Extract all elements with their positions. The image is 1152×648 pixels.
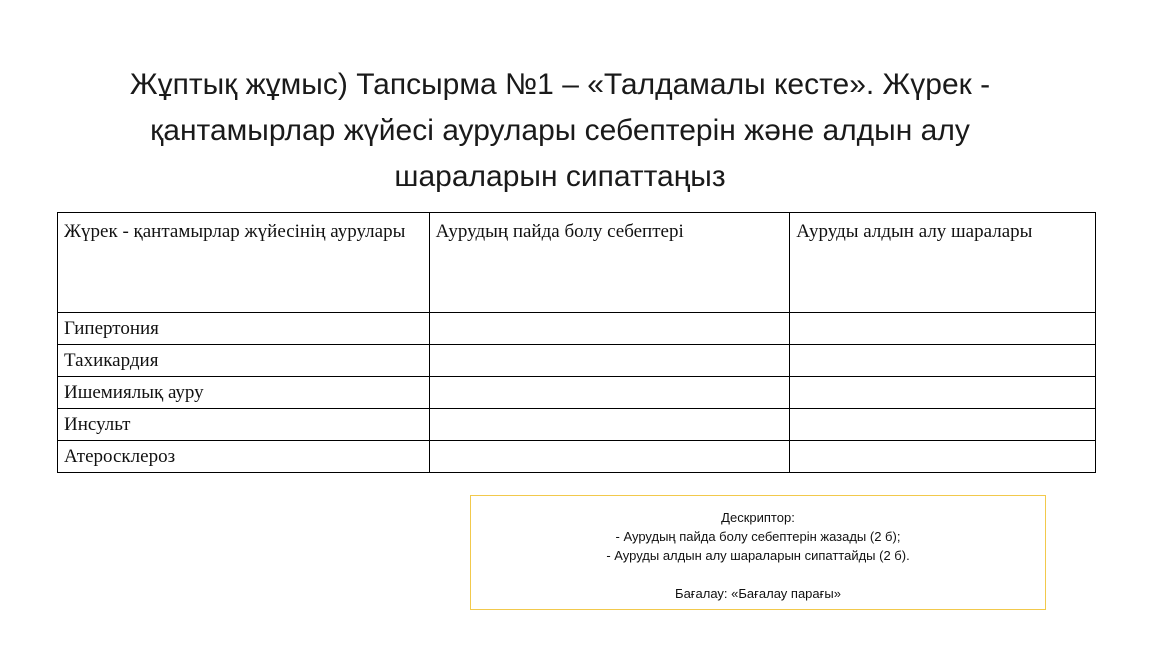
header-prevention: Ауруды алдын алу шаралары (790, 213, 1096, 313)
disease-cell: Ишемиялық ауру (58, 377, 430, 409)
prevention-cell[interactable] (790, 345, 1096, 377)
disease-cell: Атеросклероз (58, 441, 430, 473)
assessment-text: Бағалау: «Бағалау парағы» (675, 586, 841, 601)
slide-title (60, 62, 1060, 200)
causes-cell[interactable] (429, 409, 790, 441)
table-row (58, 345, 1096, 377)
descriptor-box (470, 495, 1046, 610)
title-line-2: қантамырлар жүйесі аурулары себептерін және алдын алу (150, 114, 970, 147)
table-row (58, 409, 1096, 441)
disease-cell: Гипертония (58, 313, 430, 345)
title-line-1: Жұптық жұмыс) Тапсырма №1 – «Талдамалы кесте». Жүрек - (129, 68, 991, 101)
causes-cell[interactable] (429, 441, 790, 473)
prevention-cell[interactable] (790, 409, 1096, 441)
header-causes: Аурудың пайда болу себептері (429, 213, 790, 313)
table-header-row (58, 213, 1096, 313)
causes-cell[interactable] (429, 313, 790, 345)
table-row (58, 441, 1096, 473)
prevention-cell[interactable] (790, 441, 1096, 473)
disease-cell: Инсульт (58, 409, 430, 441)
descriptor-heading: Дескриптор: (721, 510, 795, 525)
table-row (58, 377, 1096, 409)
descriptor-item: - Аурудың пайда болу себептерін жазады (2 б); (615, 529, 901, 544)
disease-cell: Тахикардия (58, 345, 430, 377)
causes-cell[interactable] (429, 345, 790, 377)
table-row (58, 313, 1096, 345)
descriptor-item: - Ауруды алдын алу шараларын сипаттайды (2 б). (606, 548, 910, 563)
title-line-3: шараларын сипаттаңыз (394, 160, 726, 193)
header-diseases: Жүрек - қантамырлар жүйесінің аурулары (58, 213, 430, 313)
spacer (471, 565, 1045, 584)
prevention-cell[interactable] (790, 377, 1096, 409)
prevention-cell[interactable] (790, 313, 1096, 345)
causes-cell[interactable] (429, 377, 790, 409)
analysis-table (57, 212, 1096, 473)
